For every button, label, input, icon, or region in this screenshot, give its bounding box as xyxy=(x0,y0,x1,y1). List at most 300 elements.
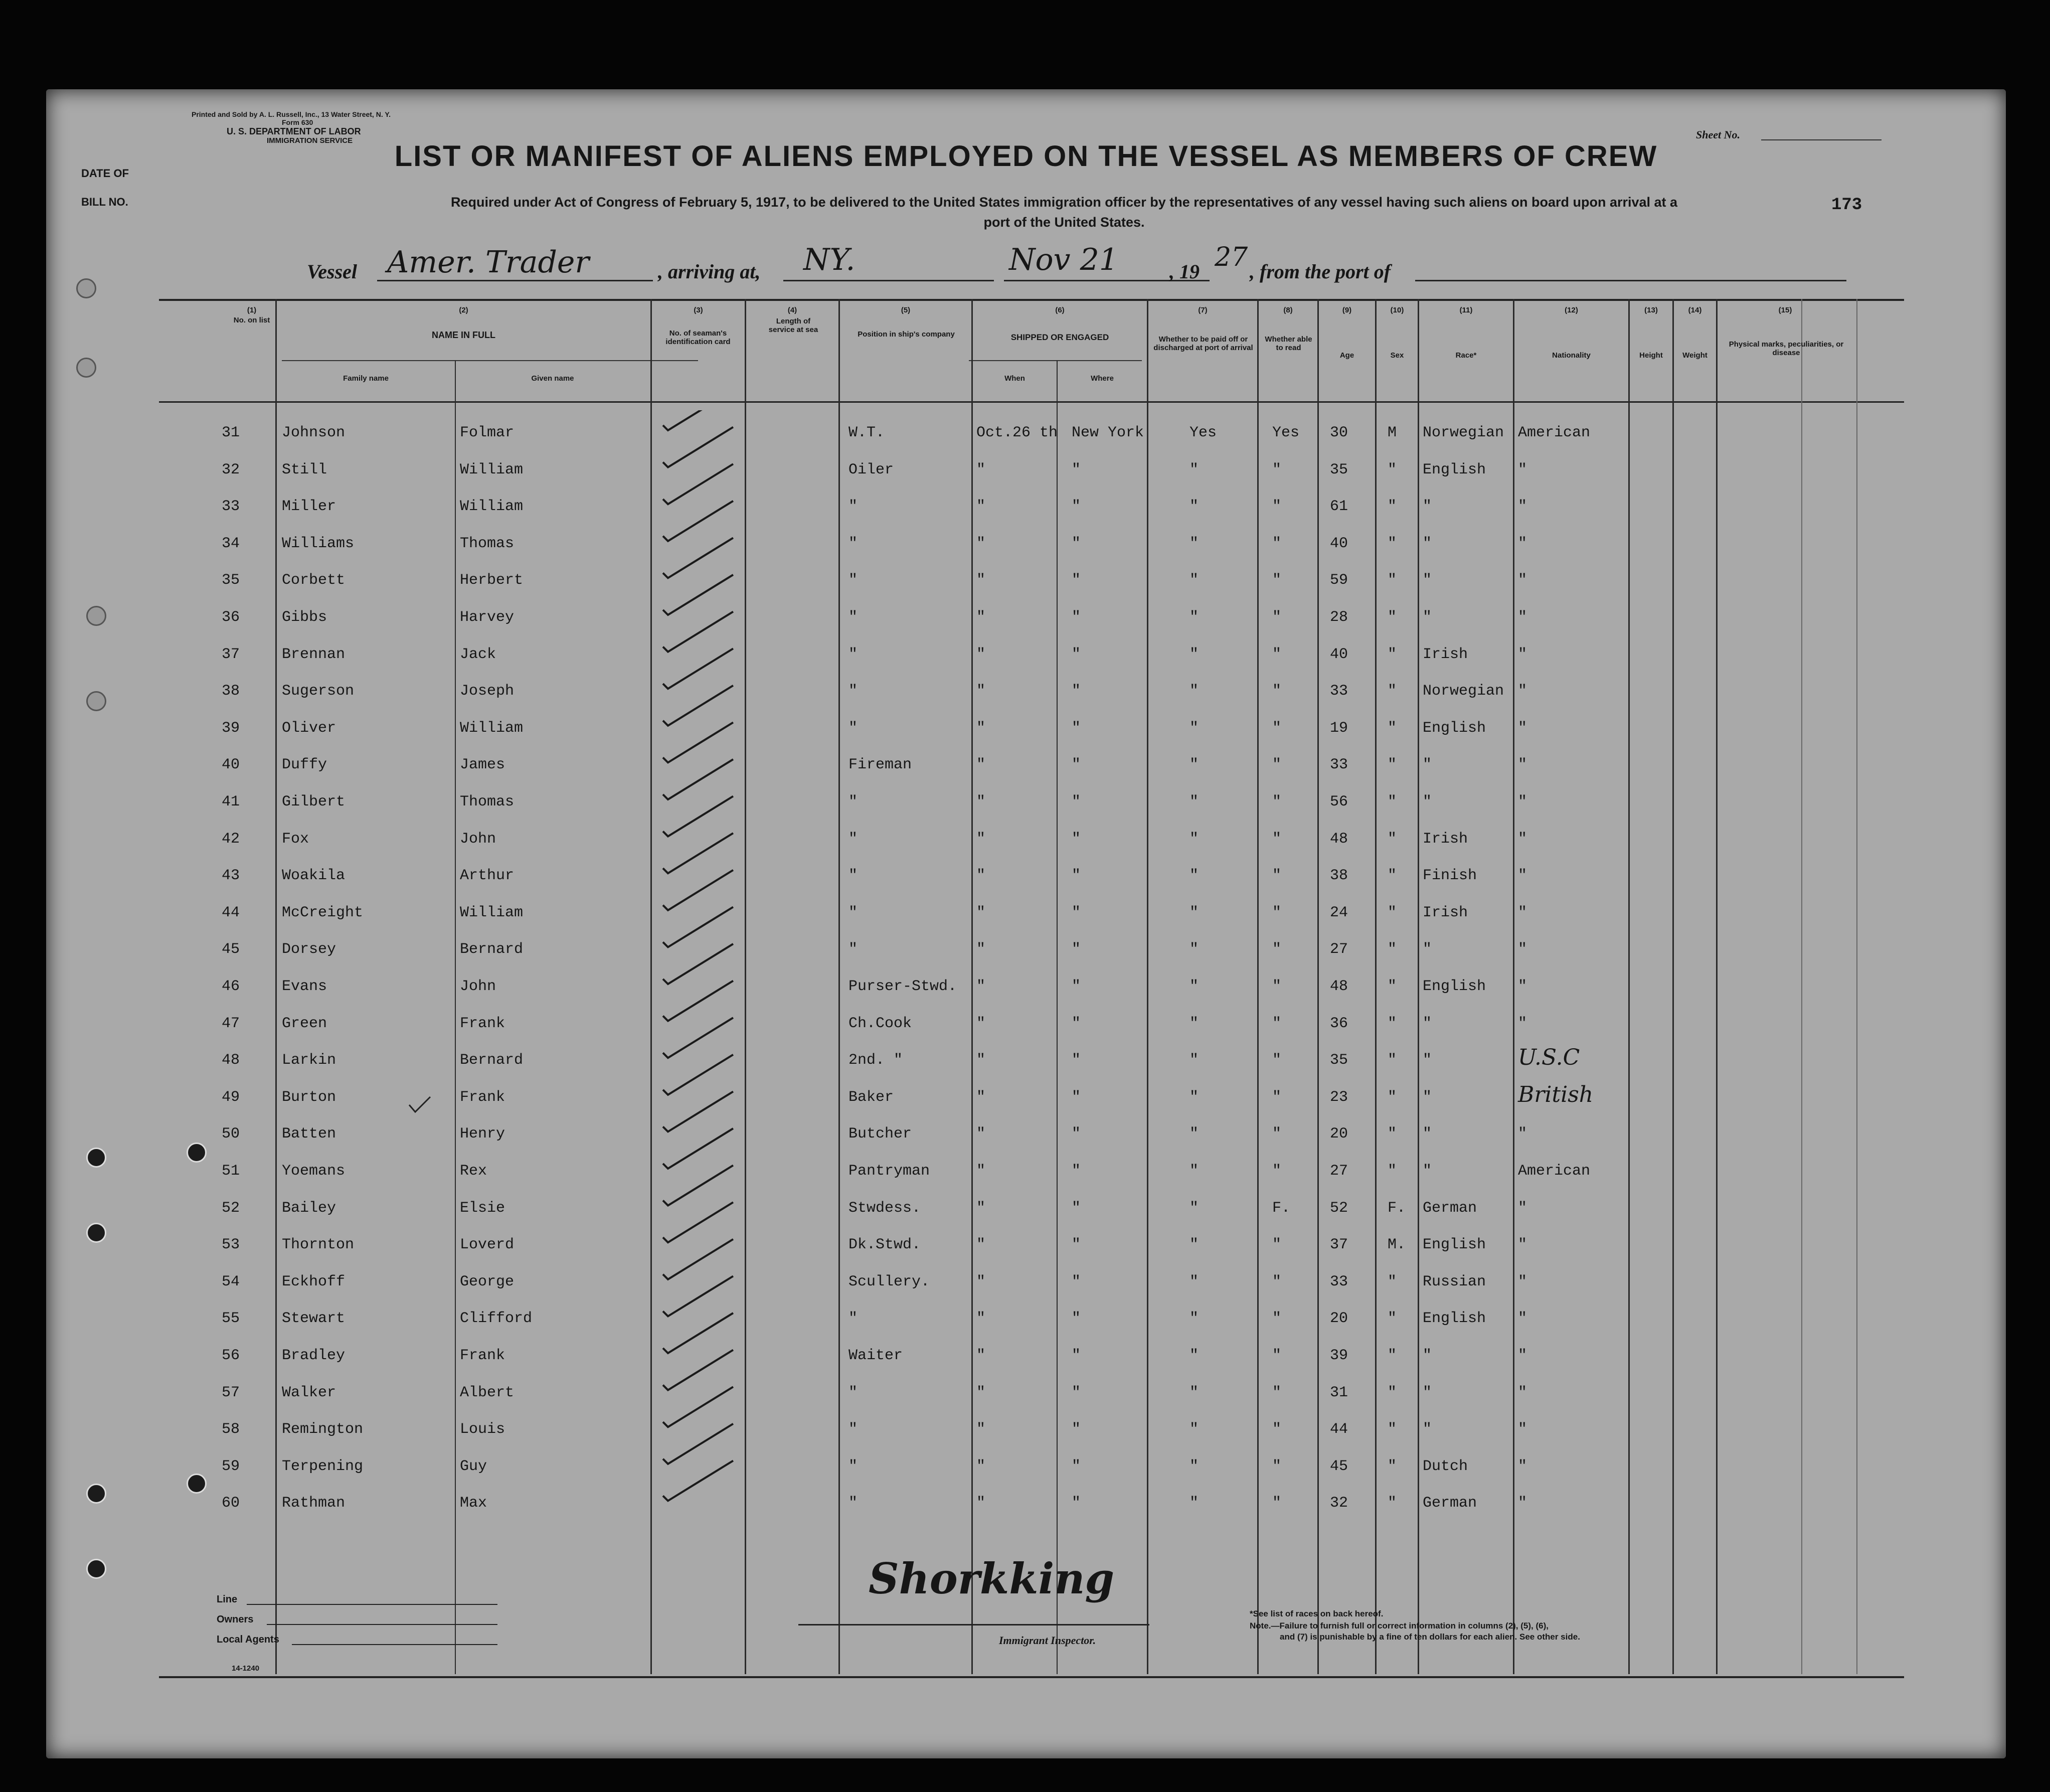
cell-given-name: William xyxy=(460,904,524,921)
cell-family-name: Eckhoff xyxy=(282,1273,346,1290)
cell-able-to-read: Yes xyxy=(1272,424,1300,441)
cell-age: 38 xyxy=(1330,867,1348,885)
cell-age: 31 xyxy=(1330,1384,1348,1401)
cell-family-name: Williams xyxy=(282,535,355,552)
cell-sex: " xyxy=(1388,1310,1397,1328)
cell-sex: " xyxy=(1388,683,1397,700)
cell-given-name: Clifford xyxy=(460,1310,533,1328)
cell-paid-off: " xyxy=(1189,572,1199,589)
cell-nationality: " xyxy=(1518,609,1527,626)
col10-number: (10) xyxy=(1390,306,1404,314)
cell-race: Russian xyxy=(1423,1273,1486,1290)
punch-hole xyxy=(86,691,106,711)
cell-position: " xyxy=(848,904,858,921)
cell-sex: " xyxy=(1388,1163,1397,1180)
cell-sex: " xyxy=(1388,756,1397,774)
cell-family-name: Gilbert xyxy=(282,793,346,810)
col6-number: (6) xyxy=(1055,306,1065,314)
col11-header: Race* xyxy=(1455,351,1477,360)
checkmark-icon xyxy=(663,796,733,837)
cell-row-number: 32 xyxy=(222,461,240,478)
cell-paid-off: " xyxy=(1189,1384,1199,1401)
cell-race: " xyxy=(1423,1015,1432,1032)
cell-age: 32 xyxy=(1330,1495,1348,1512)
col5-header: Position in ship's company xyxy=(858,330,955,339)
checkmark-icon xyxy=(663,722,733,762)
cell-position: " xyxy=(848,498,858,516)
cell-given-name: Albert xyxy=(460,1384,515,1401)
cell-nationality: " xyxy=(1518,1015,1527,1032)
cell-given-name: Folmar xyxy=(460,424,515,441)
cell-nationality: American xyxy=(1518,1163,1591,1180)
cell-race: English xyxy=(1423,719,1486,737)
cell-row-number: 60 xyxy=(222,1495,240,1512)
cell-able-to-read: " xyxy=(1272,867,1282,885)
cell-paid-off: " xyxy=(1189,1125,1199,1143)
footer-note-races: *See list of races on back hereof. xyxy=(1250,1609,1384,1618)
cell-given-name: William xyxy=(460,498,524,516)
cell-age: 36 xyxy=(1330,1015,1348,1032)
cell-shipped-where: " xyxy=(1072,1052,1081,1069)
checkmark-icon xyxy=(663,1424,733,1464)
cell-able-to-read: " xyxy=(1272,572,1282,589)
manifest-sheet xyxy=(46,89,2006,1758)
cell-age: 39 xyxy=(1330,1347,1348,1364)
cell-row-number: 54 xyxy=(222,1273,240,1290)
cell-family-name: Bailey xyxy=(282,1199,336,1217)
cell-row-number: 36 xyxy=(222,609,240,626)
footer-note-penalty-1: Note.—Failure to furnish full or correct information in columns (2), (5), (6), xyxy=(1250,1621,1549,1631)
cell-position: Pantryman xyxy=(848,1163,930,1180)
page-title: LIST OR MANIFEST OF ALIENS EMPLOYED ON THE VESSEL AS MEMBERS OF CREW xyxy=(394,140,1658,173)
cell-shipped-where: " xyxy=(1072,609,1081,626)
col8-number: (8) xyxy=(1283,306,1293,314)
cell-race: English xyxy=(1423,1236,1486,1254)
cell-shipped-where: New York xyxy=(1072,424,1144,441)
cell-race: " xyxy=(1423,1052,1432,1069)
cell-given-name: William xyxy=(460,719,524,737)
cell-row-number: 47 xyxy=(222,1015,240,1032)
table-row xyxy=(46,493,2006,523)
cell-able-to-read: " xyxy=(1272,1310,1282,1328)
cell-sex: " xyxy=(1388,1495,1397,1512)
cell-able-to-read: " xyxy=(1272,609,1282,626)
cell-age: 59 xyxy=(1330,572,1348,589)
cell-family-name: Walker xyxy=(282,1384,336,1401)
col13-header: Height xyxy=(1639,351,1663,360)
subtitle-line-2: port of the United States. xyxy=(983,215,1145,230)
cell-able-to-read: " xyxy=(1272,461,1282,478)
cell-row-number: 41 xyxy=(222,793,240,810)
cell-position: Scullery. xyxy=(848,1273,930,1290)
cell-given-name: James xyxy=(460,756,505,774)
cell-paid-off: " xyxy=(1189,1495,1199,1512)
cell-shipped-where: " xyxy=(1072,1457,1081,1475)
checkmark-icon xyxy=(663,648,733,689)
punch-hole xyxy=(187,1143,207,1163)
cell-family-name: Remington xyxy=(282,1421,364,1438)
cell-paid-off: " xyxy=(1189,1163,1199,1180)
cell-shipped-when: Oct.26 th xyxy=(976,424,1058,441)
cell-shipped-where: " xyxy=(1072,719,1081,737)
cell-given-name: Herbert xyxy=(460,572,524,589)
cell-family-name: Sugerson xyxy=(282,683,355,700)
cell-shipped-when: " xyxy=(976,904,986,921)
checkmark-icon xyxy=(663,1460,733,1501)
checkmark-icon xyxy=(663,981,733,1021)
cell-race: Irish xyxy=(1423,904,1468,921)
table-row xyxy=(46,826,2006,856)
cell-row-number: 45 xyxy=(222,941,240,958)
cell-able-to-read: " xyxy=(1272,535,1282,552)
cell-shipped-where: " xyxy=(1072,498,1081,516)
vessel-label: Vessel xyxy=(307,260,357,283)
cell-nationality: " xyxy=(1518,535,1527,552)
cell-family-name: McCreight xyxy=(282,904,364,921)
margin-stamp-bill: BILL NO. xyxy=(81,196,128,208)
cell-family-name: Thornton xyxy=(282,1236,355,1254)
cell-sex: " xyxy=(1388,1088,1397,1106)
inspector-label: Immigrant Inspector. xyxy=(999,1634,1096,1647)
cell-age: 27 xyxy=(1330,941,1348,958)
col9-number: (9) xyxy=(1342,306,1352,314)
cell-sex: " xyxy=(1388,498,1397,516)
table-row xyxy=(46,419,2006,449)
table-row xyxy=(46,1158,2006,1188)
punch-hole xyxy=(76,358,96,378)
table-row xyxy=(46,751,2006,781)
cell-paid-off: " xyxy=(1189,1236,1199,1254)
cell-nationality: " xyxy=(1518,1347,1527,1364)
cell-paid-off: " xyxy=(1189,683,1199,700)
cell-family-name: Still xyxy=(282,461,327,478)
cell-sex: " xyxy=(1388,572,1397,589)
cell-family-name: Johnson xyxy=(282,424,346,441)
cell-shipped-where: " xyxy=(1072,867,1081,885)
cell-position: Oiler xyxy=(848,461,894,478)
punch-hole xyxy=(86,606,106,626)
cell-given-name: Thomas xyxy=(460,793,515,810)
year-prefix: , 19 xyxy=(1169,260,1200,283)
checkmark-icon xyxy=(663,870,733,910)
cell-able-to-read: " xyxy=(1272,978,1282,995)
punch-hole xyxy=(76,278,96,298)
cell-family-name: Oliver xyxy=(282,719,336,737)
cell-sex: " xyxy=(1388,867,1397,885)
cell-given-name: George xyxy=(460,1273,515,1290)
cell-sex: " xyxy=(1388,461,1397,478)
cell-sex: " xyxy=(1388,941,1397,958)
cell-position: Butcher xyxy=(848,1125,912,1143)
cell-family-name: Dorsey xyxy=(282,941,336,958)
cell-shipped-where: " xyxy=(1072,904,1081,921)
cell-sex: " xyxy=(1388,1125,1397,1143)
cell-row-number: 42 xyxy=(222,830,240,848)
col1-header: No. on list xyxy=(233,316,270,324)
cell-family-name: Yoemans xyxy=(282,1163,346,1180)
cell-able-to-read: " xyxy=(1272,941,1282,958)
cell-shipped-where: " xyxy=(1072,683,1081,700)
cell-shipped-where: " xyxy=(1072,1310,1081,1328)
cell-age: 61 xyxy=(1330,498,1348,516)
checkmark-icon xyxy=(663,1276,733,1316)
cell-paid-off: " xyxy=(1189,535,1199,552)
cell-row-number: 39 xyxy=(222,719,240,737)
table-row xyxy=(46,1047,2006,1077)
cell-able-to-read: " xyxy=(1272,719,1282,737)
cell-position: " xyxy=(848,572,858,589)
cell-paid-off: " xyxy=(1189,867,1199,885)
cell-given-name: John xyxy=(460,978,496,995)
cell-race: " xyxy=(1423,1421,1432,1438)
cell-sex: " xyxy=(1388,830,1397,848)
table-row xyxy=(46,641,2006,671)
from-port-label: , from the port of xyxy=(1250,260,1391,283)
cell-nationality: " xyxy=(1518,1199,1527,1217)
cell-age: 23 xyxy=(1330,1088,1348,1106)
cell-shipped-when: " xyxy=(976,941,986,958)
arrival-year: 27 xyxy=(1215,242,1248,272)
checkmark-icon xyxy=(663,1055,733,1095)
col15-header: Physical marks, peculiarities, or disease xyxy=(1729,340,1844,357)
cell-age: 33 xyxy=(1330,756,1348,774)
cell-position: " xyxy=(848,793,858,810)
cell-sex: " xyxy=(1388,1015,1397,1032)
col3-header: No. of seaman's identification card xyxy=(665,329,731,346)
cell-shipped-when: " xyxy=(976,1088,986,1106)
cell-age: 28 xyxy=(1330,609,1348,626)
cell-row-number: 59 xyxy=(222,1457,240,1475)
cell-family-name: Corbett xyxy=(282,572,346,589)
cell-nationality: " xyxy=(1518,941,1527,958)
table-row xyxy=(46,678,2006,708)
cell-shipped-when: " xyxy=(976,756,986,774)
cell-nationality: " xyxy=(1518,978,1527,995)
cell-shipped-when: " xyxy=(976,1457,986,1475)
cell-given-name: Rex xyxy=(460,1163,487,1180)
col7-header: Whether to be paid off or discharged at port of arrival xyxy=(1153,335,1253,352)
cell-race: " xyxy=(1423,793,1432,810)
checkmark-icon xyxy=(663,427,733,467)
cell-race: German xyxy=(1423,1199,1477,1217)
cell-age: 40 xyxy=(1330,645,1348,663)
cell-paid-off: " xyxy=(1189,719,1199,737)
cell-given-name: Jack xyxy=(460,645,496,663)
cell-paid-off: " xyxy=(1189,793,1199,810)
col2-family: Family name xyxy=(343,374,389,383)
col3-number: (3) xyxy=(694,306,703,314)
cell-able-to-read: " xyxy=(1272,830,1282,848)
table-row xyxy=(46,1416,2006,1446)
arrival-date: Nov 21 xyxy=(1009,242,1118,277)
cell-race: English xyxy=(1423,1310,1486,1328)
cell-race: Irish xyxy=(1423,645,1468,663)
cell-family-name: Evans xyxy=(282,978,327,995)
cell-race: Norwegian xyxy=(1423,424,1504,441)
table-row xyxy=(46,1305,2006,1335)
cell-age: 19 xyxy=(1330,719,1348,737)
cell-shipped-where: " xyxy=(1072,1125,1081,1143)
cell-sex: " xyxy=(1388,609,1397,626)
footer-line-label: Line xyxy=(217,1594,238,1605)
cell-nationality: " xyxy=(1518,793,1527,810)
table-row xyxy=(46,973,2006,1003)
cell-shipped-when: " xyxy=(976,1310,986,1328)
cell-paid-off: " xyxy=(1189,609,1199,626)
cell-age: 37 xyxy=(1330,1236,1348,1254)
cell-race: Norwegian xyxy=(1423,683,1504,700)
cell-nationality: " xyxy=(1518,719,1527,737)
table-row xyxy=(46,1231,2006,1261)
table-row xyxy=(46,456,2006,486)
footer-agents-label: Local Agents xyxy=(217,1634,279,1645)
punch-hole xyxy=(86,1484,106,1504)
cell-shipped-when: " xyxy=(976,609,986,626)
col6-when: When xyxy=(1004,374,1025,383)
cell-nationality: " xyxy=(1518,830,1527,848)
cell-given-name: Frank xyxy=(460,1088,505,1106)
cell-position: Ch.Cook xyxy=(848,1015,912,1032)
cell-family-name: Rathman xyxy=(282,1495,346,1512)
checkmark-icon xyxy=(663,907,733,947)
col12-header: Nationality xyxy=(1552,351,1591,360)
cell-shipped-where: " xyxy=(1072,645,1081,663)
cell-age: 30 xyxy=(1330,424,1348,441)
table-row xyxy=(46,936,2006,966)
cell-family-name: Brennan xyxy=(282,645,346,663)
col14-number: (14) xyxy=(1688,306,1702,314)
col6-header: SHIPPED OR ENGAGED xyxy=(1010,333,1109,342)
cell-sex: " xyxy=(1388,535,1397,552)
cell-age: 48 xyxy=(1330,830,1348,848)
cell-able-to-read: " xyxy=(1272,1421,1282,1438)
printer-line: Printed and Sold by A. L. Russell, Inc., 13 Water Street, N. Y. xyxy=(192,110,391,118)
checkmark-icon xyxy=(663,612,733,652)
cell-position: 2nd. " xyxy=(848,1052,903,1069)
cell-nationality: " xyxy=(1518,572,1527,589)
table-row xyxy=(46,567,2006,597)
checkmark-icon xyxy=(663,833,733,873)
cell-family-name: Green xyxy=(282,1015,327,1032)
cell-given-name: Arthur xyxy=(460,867,515,885)
cell-able-to-read: " xyxy=(1272,1163,1282,1180)
cell-position: " xyxy=(848,535,858,552)
cell-given-name: Henry xyxy=(460,1125,505,1143)
col8-header: Whether able to read xyxy=(1265,335,1312,352)
col5-number: (5) xyxy=(901,306,911,314)
cell-family-name: Stewart xyxy=(282,1310,346,1328)
cell-family-name: Terpening xyxy=(282,1457,364,1475)
col1-number: (1) xyxy=(247,306,257,314)
cell-shipped-when: " xyxy=(976,535,986,552)
checkmark-icon xyxy=(663,1202,733,1242)
checkmark-icon xyxy=(663,1128,733,1169)
cell-row-number: 58 xyxy=(222,1421,240,1438)
cell-paid-off: " xyxy=(1189,1052,1199,1069)
cell-shipped-where: " xyxy=(1072,1421,1081,1438)
cell-row-number: 49 xyxy=(222,1088,240,1106)
cell-paid-off: " xyxy=(1189,904,1199,921)
cell-race: " xyxy=(1423,572,1432,589)
cell-able-to-read: " xyxy=(1272,1236,1282,1254)
cell-given-name: Bernard xyxy=(460,941,524,958)
cell-row-number: 56 xyxy=(222,1347,240,1364)
cell-family-name: Duffy xyxy=(282,756,327,774)
cell-able-to-read: " xyxy=(1272,498,1282,516)
cell-given-name: Harvey xyxy=(460,609,515,626)
cell-nationality: " xyxy=(1518,756,1527,774)
cell-sex: " xyxy=(1388,1052,1397,1069)
cell-nationality: " xyxy=(1518,1125,1527,1143)
cell-sex: " xyxy=(1388,1421,1397,1438)
cell-shipped-where: " xyxy=(1072,941,1081,958)
cell-race: " xyxy=(1423,609,1432,626)
tick-mark-icon xyxy=(407,1095,432,1115)
cell-race: English xyxy=(1423,461,1486,478)
cell-sex: " xyxy=(1388,1273,1397,1290)
cell-sex: " xyxy=(1388,1457,1397,1475)
cell-race: English xyxy=(1423,978,1486,995)
subtitle-line-1: Required under Act of Congress of February 5, 1917, to be delivered to the United States immigration officer by the representatives of any vessel having such aliens on board upon arrival at a xyxy=(450,195,1678,210)
cell-sex: " xyxy=(1388,1384,1397,1401)
table-row xyxy=(46,1453,2006,1483)
cell-race: German xyxy=(1423,1495,1477,1512)
cell-position: " xyxy=(848,645,858,663)
cell-age: 35 xyxy=(1330,461,1348,478)
cell-nationality: " xyxy=(1518,1495,1527,1512)
cell-nationality: " xyxy=(1518,645,1527,663)
cell-nationality: " xyxy=(1518,1310,1527,1328)
table-row xyxy=(46,604,2006,634)
cell-paid-off: " xyxy=(1189,645,1199,663)
cell-sex: " xyxy=(1388,1347,1397,1364)
cell-given-name: Joseph xyxy=(460,683,515,700)
checkmark-icon xyxy=(663,501,733,541)
cell-paid-off: " xyxy=(1189,941,1199,958)
cell-shipped-when: " xyxy=(976,572,986,589)
cell-row-number: 43 xyxy=(222,867,240,885)
cell-race: " xyxy=(1423,1384,1432,1401)
table-row xyxy=(46,1379,2006,1409)
punch-hole xyxy=(86,1223,106,1243)
cell-shipped-where: " xyxy=(1072,1199,1081,1217)
cell-shipped-when: " xyxy=(976,461,986,478)
cell-shipped-where: " xyxy=(1072,1163,1081,1180)
cell-race: " xyxy=(1423,535,1432,552)
cell-position: Dk.Stwd. xyxy=(848,1236,921,1254)
cell-nationality: " xyxy=(1518,1384,1527,1401)
table-row xyxy=(46,715,2006,745)
cell-shipped-when: " xyxy=(976,1236,986,1254)
col15-number: (15) xyxy=(1778,306,1792,314)
cell-position: " xyxy=(848,719,858,737)
cell-shipped-when: " xyxy=(976,1347,986,1364)
cell-position: Fireman xyxy=(848,756,912,774)
cell-sex: " xyxy=(1388,978,1397,995)
cell-able-to-read: " xyxy=(1272,1052,1282,1069)
cell-row-number: 31 xyxy=(222,424,240,441)
cell-shipped-where: " xyxy=(1072,756,1081,774)
cell-age: 27 xyxy=(1330,1163,1348,1180)
table-row xyxy=(46,530,2006,560)
cell-given-name: John xyxy=(460,830,496,848)
cell-nationality: " xyxy=(1518,1421,1527,1438)
cell-able-to-read: " xyxy=(1272,793,1282,810)
cell-row-number: 38 xyxy=(222,683,240,700)
cell-paid-off: " xyxy=(1189,1088,1199,1106)
col10-header: Sex xyxy=(1390,351,1404,360)
col6-where: Where xyxy=(1091,374,1114,383)
